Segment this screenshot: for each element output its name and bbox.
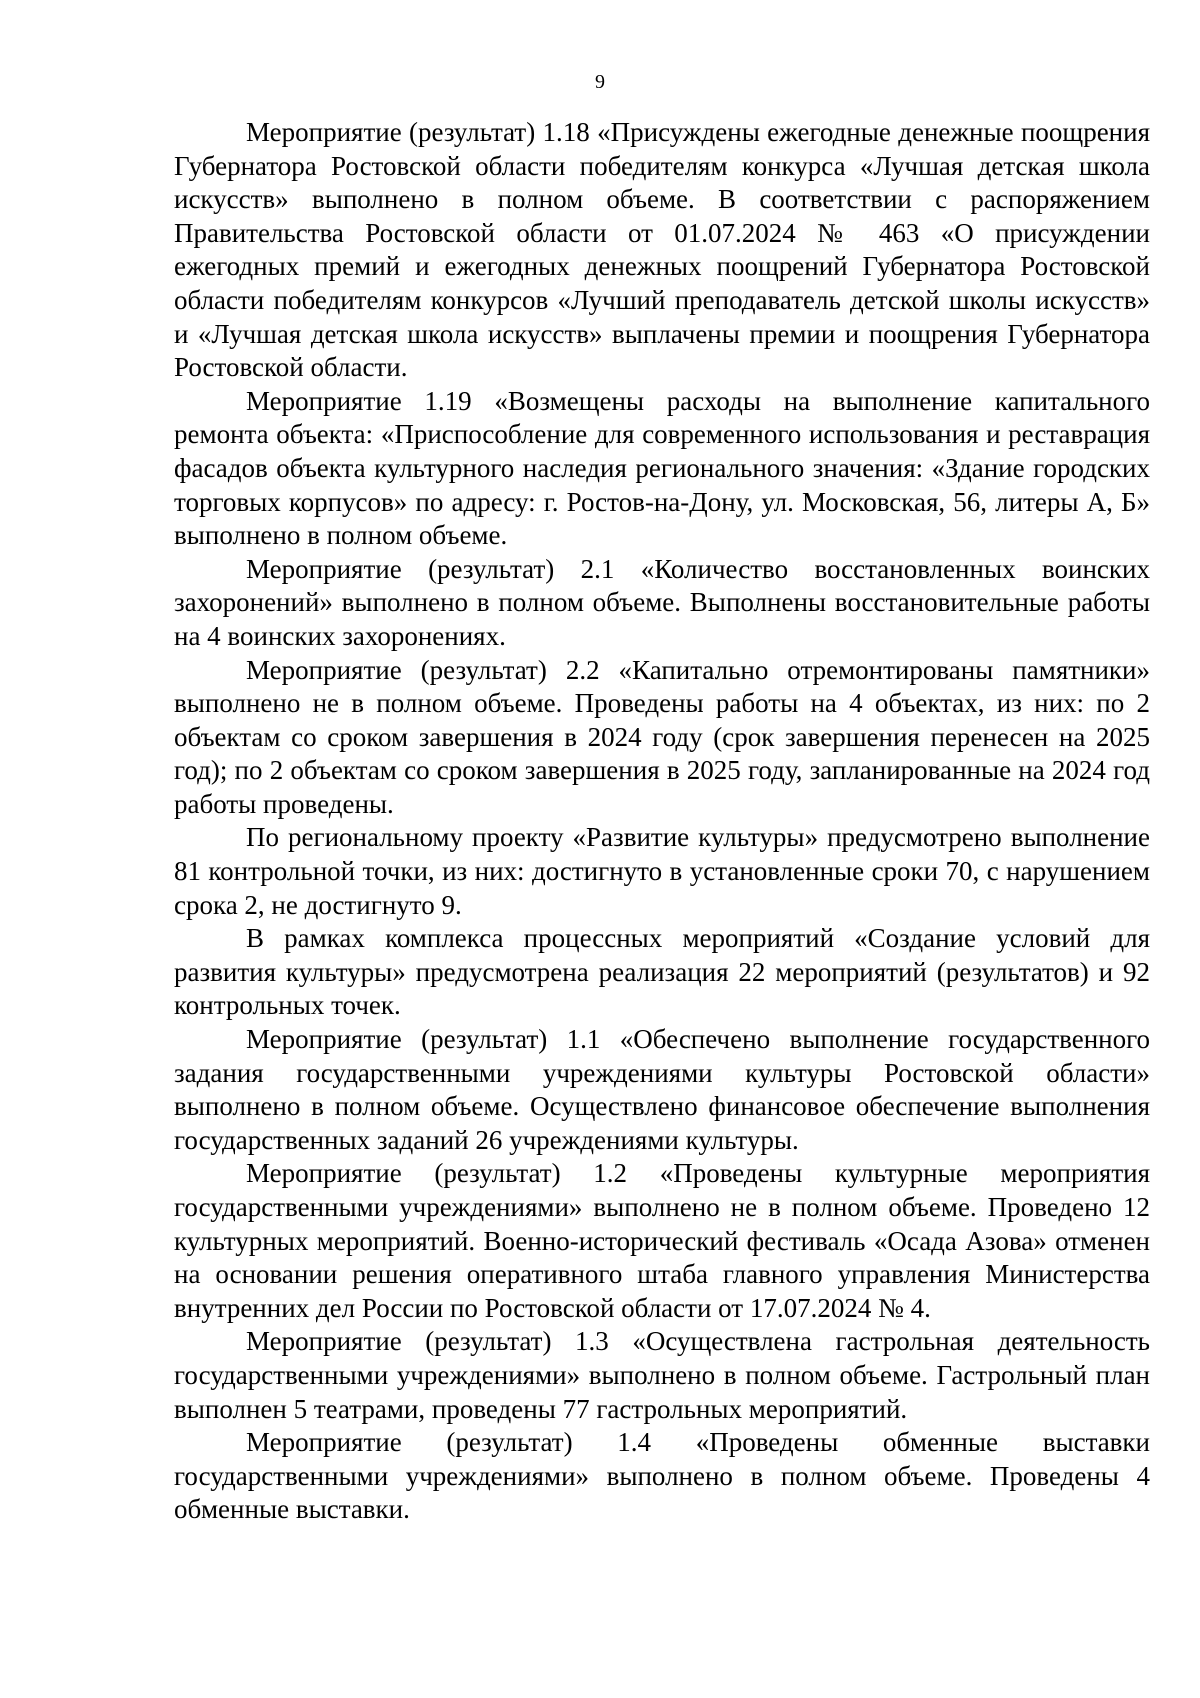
paragraph-event-2-2: Мероприятие (результат) 2.2 «Капитально отремонтированы памятники» выполнено не в полном объеме. Проведены работы на 4 объектах, из них: по 2 объектам со сроком завершения в 2024 году (срок завершения перенесен на 2025 год); по 2 объектам со сроком завершения в 2025 году, запланированные на 2024 год работы проведены. — [174, 654, 1150, 819]
paragraph-event-1-1: Мероприятие (результат) 1.1 «Обеспечено выполнение государственного задания государственными учреждениями культуры Ростовской области» выполнено в полном объеме. Осуществлено финансовое обеспечение выполнения государственных заданий 26 учреждениями культуры. — [174, 1024, 1150, 1155]
paragraph-event-1-3: Мероприятие (результат) 1.3 «Осуществлена гастрольная деятельность государственными учреждениями» выполнено в полном объеме. Гастрольный план выполнен 5 театрами, проведены 77 гастрольных мероприятий. — [174, 1326, 1150, 1424]
paragraph-event-1-4: Мероприятие (результат) 1.4 «Проведены обменные выставки государственными учреждениями» выполнено в полном объеме. Проведены 4 обменные выставки. — [174, 1427, 1150, 1525]
document-body — [174, 116, 1150, 1527]
page-number: 9 — [595, 71, 605, 93]
paragraph-event-1-18: Мероприятие (результат) 1.18 «Присуждены ежегодные денежные поощрения Губернатора Ростовской области победителям конкурса «Лучшая детская школа искусств» выполнено в полном объеме. В соответствии с распоряжением Правительства Ростовской области от 01.07.2024 № 463 «О присуждении ежегодных премий и ежегодных денежных поощрений Губернатора Ростовской области победителям конкурсов «Лучший преподаватель детской школы искусств» и «Лучшая детская школа искусств» выплачены премии и поощрения Губернатора Ростовской области. — [174, 117, 1150, 383]
paragraph-event-2-1: Мероприятие (результат) 2.1 «Количество восстановленных воинских захоронений» выполнено в полном объеме. Выполнены восстановительные работы на 4 воинских захоронениях. — [174, 553, 1150, 651]
paragraph-event-1-19: Мероприятие 1.19 «Возмещены расходы на выполнение капитального ремонта объекта: «Приспособление для современного использования и реставрация фасадов объекта культурного наследия регионального значения: «Здание городских торговых корпусов» по адресу: г. Ростов-на-Дону, ул. Московская, 56, литеры А, Б» выполнено в полном объеме. — [174, 385, 1150, 551]
paragraph-process-complex: В рамках комплекса процессных мероприятий «Создание условий для развития культуры» предусмотрена реализация 22 мероприятий (результатов) и 92 контрольных точек. — [174, 923, 1150, 1021]
paragraph-event-1-2: Мероприятие (результат) 1.2 «Проведены культурные мероприятия государственными учреждениями» выполнено не в полном объеме. Проведено 12 культурных мероприятий. Военно-исторический фестиваль «Осада Азова» отменен на основании решения оперативного штаба главного управления Министерства внутренних дел России по Ростовской области от 17.07.2024 № 4. — [174, 1158, 1150, 1323]
paragraph-regional-project: По региональному проекту «Развитие культуры» предусмотрено выполнение 81 контрольной точки, из них: достигнуто в установленные сроки 70, с нарушением срока 2, не достигнуто 9. — [174, 822, 1150, 920]
